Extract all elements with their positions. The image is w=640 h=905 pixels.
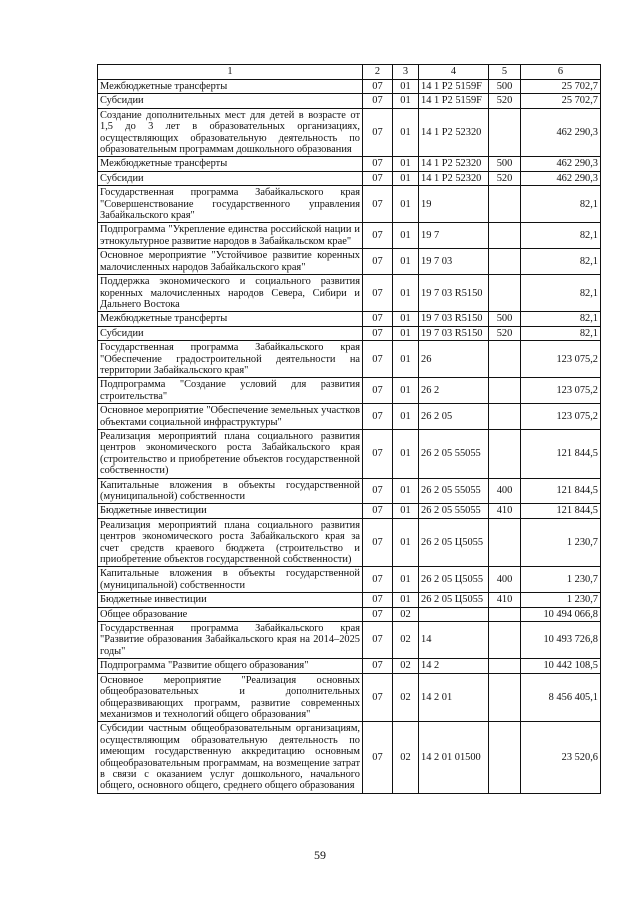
table-row bbox=[98, 404, 601, 430]
row-target-code bbox=[419, 607, 489, 621]
row-expense-type bbox=[489, 673, 521, 722]
column-header: 3 bbox=[393, 65, 419, 80]
row-amount: 10 442 108,5 bbox=[521, 659, 601, 673]
row-section: 07 bbox=[363, 622, 393, 659]
row-subsection: 01 bbox=[393, 567, 419, 593]
table-row bbox=[98, 673, 601, 722]
row-expense-type bbox=[489, 404, 521, 430]
row-expense-type bbox=[489, 378, 521, 404]
row-section: 07 bbox=[363, 504, 393, 518]
row-target-code: 19 7 03 R5150 bbox=[419, 312, 489, 326]
row-target-code: 14 2 01 01500 bbox=[419, 722, 489, 793]
row-target-code: 14 1 P2 52320 bbox=[419, 157, 489, 171]
row-target-code: 26 2 05 bbox=[419, 404, 489, 430]
row-subsection: 01 bbox=[393, 404, 419, 430]
row-subsection: 01 bbox=[393, 593, 419, 607]
table-row bbox=[98, 378, 601, 404]
row-name: Государственная программа Забайкальского края "Совершенствование государственного управления Забайкальского края" bbox=[98, 186, 363, 223]
table-row bbox=[98, 223, 601, 249]
row-section: 07 bbox=[363, 275, 393, 312]
row-target-code: 26 2 05 Ц5055 bbox=[419, 593, 489, 607]
row-subsection: 01 bbox=[393, 312, 419, 326]
row-target-code: 14 1 P2 52320 bbox=[419, 171, 489, 185]
row-name: Реализация мероприятий плана социального развития центров экономического роста Забайкальского края за счет средств краевого бюджета (строительство и приобретение объектов государственной собственности) bbox=[98, 518, 363, 567]
table-row bbox=[98, 275, 601, 312]
row-target-code: 26 2 05 55055 bbox=[419, 478, 489, 504]
row-expense-type: 410 bbox=[489, 504, 521, 518]
row-name: Основное мероприятие "Реализация основных общеобразовательных и дополнительных общеразвивающих программ, развитие современных механизмов и технологий общего образования" bbox=[98, 673, 363, 722]
row-name: Субсидии bbox=[98, 94, 363, 108]
budget-table bbox=[97, 64, 601, 794]
row-subsection: 01 bbox=[393, 378, 419, 404]
table-row bbox=[98, 659, 601, 673]
table-row bbox=[98, 607, 601, 621]
row-amount: 123 075,2 bbox=[521, 378, 601, 404]
row-target-code: 14 1 P2 52320 bbox=[419, 108, 489, 157]
row-name: Поддержка экономического и социального развития коренных малочисленных народов Севера, Сибири и Дальнего Востока bbox=[98, 275, 363, 312]
row-subsection: 02 bbox=[393, 607, 419, 621]
row-subsection: 02 bbox=[393, 622, 419, 659]
row-target-code: 26 2 05 Ц5055 bbox=[419, 567, 489, 593]
table-row bbox=[98, 171, 601, 185]
row-section: 07 bbox=[363, 171, 393, 185]
row-section: 07 bbox=[363, 108, 393, 157]
row-subsection: 01 bbox=[393, 275, 419, 312]
row-target-code: 26 2 bbox=[419, 378, 489, 404]
table-row bbox=[98, 186, 601, 223]
row-name: Основное мероприятие "Устойчивое развитие коренных малочисленных народов Забайкальского края" bbox=[98, 249, 363, 275]
row-subsection: 01 bbox=[393, 326, 419, 340]
row-amount: 121 844,5 bbox=[521, 429, 601, 478]
row-expense-type: 500 bbox=[489, 80, 521, 94]
row-section: 07 bbox=[363, 378, 393, 404]
row-amount: 123 075,2 bbox=[521, 404, 601, 430]
column-header: 5 bbox=[489, 65, 521, 80]
row-expense-type bbox=[489, 341, 521, 378]
row-name: Создание дополнительных мест для детей в возрасте от 1,5 до 3 лет в образовательных организациях, осуществляющих образовательную деятельность по образовательным программам дошкольного образования bbox=[98, 108, 363, 157]
row-name: Бюджетные инвестиции bbox=[98, 593, 363, 607]
row-amount: 82,1 bbox=[521, 186, 601, 223]
table-row bbox=[98, 567, 601, 593]
row-section: 07 bbox=[363, 429, 393, 478]
row-expense-type bbox=[489, 186, 521, 223]
row-amount: 10 494 066,8 bbox=[521, 607, 601, 621]
row-amount: 1 230,7 bbox=[521, 567, 601, 593]
row-subsection: 02 bbox=[393, 722, 419, 793]
row-subsection: 01 bbox=[393, 157, 419, 171]
row-section: 07 bbox=[363, 673, 393, 722]
row-subsection: 01 bbox=[393, 429, 419, 478]
column-header: 1 bbox=[98, 65, 363, 80]
row-expense-type bbox=[489, 518, 521, 567]
table-header-row bbox=[98, 65, 601, 80]
row-expense-type: 400 bbox=[489, 567, 521, 593]
row-expense-type: 520 bbox=[489, 94, 521, 108]
row-amount: 123 075,2 bbox=[521, 341, 601, 378]
row-name: Капитальные вложения в объекты государственной (муниципальной) собственности bbox=[98, 567, 363, 593]
row-target-code: 19 7 bbox=[419, 223, 489, 249]
row-name: Межбюджетные трансферты bbox=[98, 80, 363, 94]
table-row bbox=[98, 341, 601, 378]
row-expense-type bbox=[489, 659, 521, 673]
row-section: 07 bbox=[363, 223, 393, 249]
row-expense-type bbox=[489, 249, 521, 275]
row-target-code: 14 2 01 bbox=[419, 673, 489, 722]
row-amount: 462 290,3 bbox=[521, 108, 601, 157]
row-amount: 23 520,6 bbox=[521, 722, 601, 793]
row-section: 07 bbox=[363, 607, 393, 621]
row-target-code: 14 1 P2 5159F bbox=[419, 94, 489, 108]
row-amount: 121 844,5 bbox=[521, 478, 601, 504]
row-name: Государственная программа Забайкальского края "Развитие образования Забайкальского края на 2014–2025 годы" bbox=[98, 622, 363, 659]
row-section: 07 bbox=[363, 659, 393, 673]
column-header: 6 bbox=[521, 65, 601, 80]
column-header: 4 bbox=[419, 65, 489, 80]
row-subsection: 01 bbox=[393, 249, 419, 275]
row-target-code: 14 1 P2 5159F bbox=[419, 80, 489, 94]
row-name: Основное мероприятие "Обеспечение земельных участков объектами социальной инфраструктуры" bbox=[98, 404, 363, 430]
row-amount: 82,1 bbox=[521, 275, 601, 312]
row-amount: 82,1 bbox=[521, 223, 601, 249]
table-row bbox=[98, 593, 601, 607]
row-section: 07 bbox=[363, 312, 393, 326]
row-section: 07 bbox=[363, 478, 393, 504]
row-expense-type: 500 bbox=[489, 312, 521, 326]
row-name: Общее образование bbox=[98, 607, 363, 621]
row-subsection: 01 bbox=[393, 171, 419, 185]
row-target-code: 26 2 05 55055 bbox=[419, 504, 489, 518]
row-expense-type bbox=[489, 108, 521, 157]
table-row bbox=[98, 80, 601, 94]
table-row bbox=[98, 722, 601, 793]
row-expense-type bbox=[489, 429, 521, 478]
row-section: 07 bbox=[363, 249, 393, 275]
row-name: Реализация мероприятий плана социального развития центров экономического роста Забайкальского края (строительство и приобретение объектов государственной собственности) bbox=[98, 429, 363, 478]
row-name: Государственная программа Забайкальского края "Обеспечение градостроительной деятельности на территории Забайкальского края" bbox=[98, 341, 363, 378]
table-row bbox=[98, 108, 601, 157]
row-target-code: 26 2 05 55055 bbox=[419, 429, 489, 478]
row-subsection: 01 bbox=[393, 94, 419, 108]
row-expense-type: 520 bbox=[489, 171, 521, 185]
row-expense-type bbox=[489, 622, 521, 659]
row-subsection: 01 bbox=[393, 223, 419, 249]
table-row bbox=[98, 622, 601, 659]
row-target-code: 14 2 bbox=[419, 659, 489, 673]
row-name: Субсидии bbox=[98, 326, 363, 340]
row-section: 07 bbox=[363, 341, 393, 378]
row-expense-type: 400 bbox=[489, 478, 521, 504]
row-section: 07 bbox=[363, 94, 393, 108]
row-amount: 1 230,7 bbox=[521, 518, 601, 567]
row-target-code: 26 2 05 Ц5055 bbox=[419, 518, 489, 567]
row-name: Подпрограмма "Укрепление единства российской нации и этнокультурное развитие народов в Забайкальском крае" bbox=[98, 223, 363, 249]
row-section: 07 bbox=[363, 157, 393, 171]
table-row bbox=[98, 249, 601, 275]
row-expense-type bbox=[489, 607, 521, 621]
row-section: 07 bbox=[363, 567, 393, 593]
table-row bbox=[98, 518, 601, 567]
row-subsection: 02 bbox=[393, 659, 419, 673]
row-name: Подпрограмма "Развитие общего образования" bbox=[98, 659, 363, 673]
row-section: 07 bbox=[363, 186, 393, 223]
row-expense-type: 500 bbox=[489, 157, 521, 171]
row-target-code: 19 bbox=[419, 186, 489, 223]
row-name: Субсидии частным общеобразовательным организациям, осуществляющим образовательную деятельность по имеющим государственную аккредитацию основным общеобразовательным программам, на возмещение затрат в связи с оказанием услуг дошкольного, начального общего, основного общего, среднего общего образования bbox=[98, 722, 363, 793]
row-amount: 25 702,7 bbox=[521, 80, 601, 94]
row-name: Межбюджетные трансферты bbox=[98, 312, 363, 326]
row-name: Подпрограмма "Создание условий для развития строительства" bbox=[98, 378, 363, 404]
row-expense-type bbox=[489, 223, 521, 249]
row-subsection: 01 bbox=[393, 341, 419, 378]
row-amount: 82,1 bbox=[521, 249, 601, 275]
row-amount: 1 230,7 bbox=[521, 593, 601, 607]
row-section: 07 bbox=[363, 593, 393, 607]
row-section: 07 bbox=[363, 326, 393, 340]
row-section: 07 bbox=[363, 80, 393, 94]
row-name: Субсидии bbox=[98, 171, 363, 185]
row-section: 07 bbox=[363, 722, 393, 793]
row-amount: 82,1 bbox=[521, 326, 601, 340]
table-row bbox=[98, 326, 601, 340]
row-amount: 82,1 bbox=[521, 312, 601, 326]
row-subsection: 01 bbox=[393, 504, 419, 518]
row-amount: 10 493 726,8 bbox=[521, 622, 601, 659]
table-row bbox=[98, 504, 601, 518]
table-row bbox=[98, 157, 601, 171]
row-amount: 462 290,3 bbox=[521, 157, 601, 171]
row-subsection: 01 bbox=[393, 478, 419, 504]
table-row bbox=[98, 429, 601, 478]
row-section: 07 bbox=[363, 518, 393, 567]
row-expense-type: 410 bbox=[489, 593, 521, 607]
row-expense-type bbox=[489, 722, 521, 793]
row-subsection: 01 bbox=[393, 186, 419, 223]
table-row bbox=[98, 312, 601, 326]
row-subsection: 02 bbox=[393, 673, 419, 722]
table-row bbox=[98, 478, 601, 504]
row-target-code: 26 bbox=[419, 341, 489, 378]
row-amount: 121 844,5 bbox=[521, 504, 601, 518]
page-number: 59 bbox=[314, 848, 326, 862]
row-amount: 8 456 405,1 bbox=[521, 673, 601, 722]
row-target-code: 19 7 03 bbox=[419, 249, 489, 275]
row-expense-type: 520 bbox=[489, 326, 521, 340]
row-target-code: 19 7 03 R5150 bbox=[419, 275, 489, 312]
row-name: Межбюджетные трансферты bbox=[98, 157, 363, 171]
row-target-code: 19 7 03 R5150 bbox=[419, 326, 489, 340]
row-name: Бюджетные инвестиции bbox=[98, 504, 363, 518]
column-header: 2 bbox=[363, 65, 393, 80]
row-amount: 25 702,7 bbox=[521, 94, 601, 108]
row-subsection: 01 bbox=[393, 108, 419, 157]
row-target-code: 14 bbox=[419, 622, 489, 659]
row-expense-type bbox=[489, 275, 521, 312]
row-amount: 462 290,3 bbox=[521, 171, 601, 185]
table-row bbox=[98, 94, 601, 108]
row-name: Капитальные вложения в объекты государственной (муниципальной) собственности bbox=[98, 478, 363, 504]
row-subsection: 01 bbox=[393, 80, 419, 94]
row-section: 07 bbox=[363, 404, 393, 430]
row-subsection: 01 bbox=[393, 518, 419, 567]
